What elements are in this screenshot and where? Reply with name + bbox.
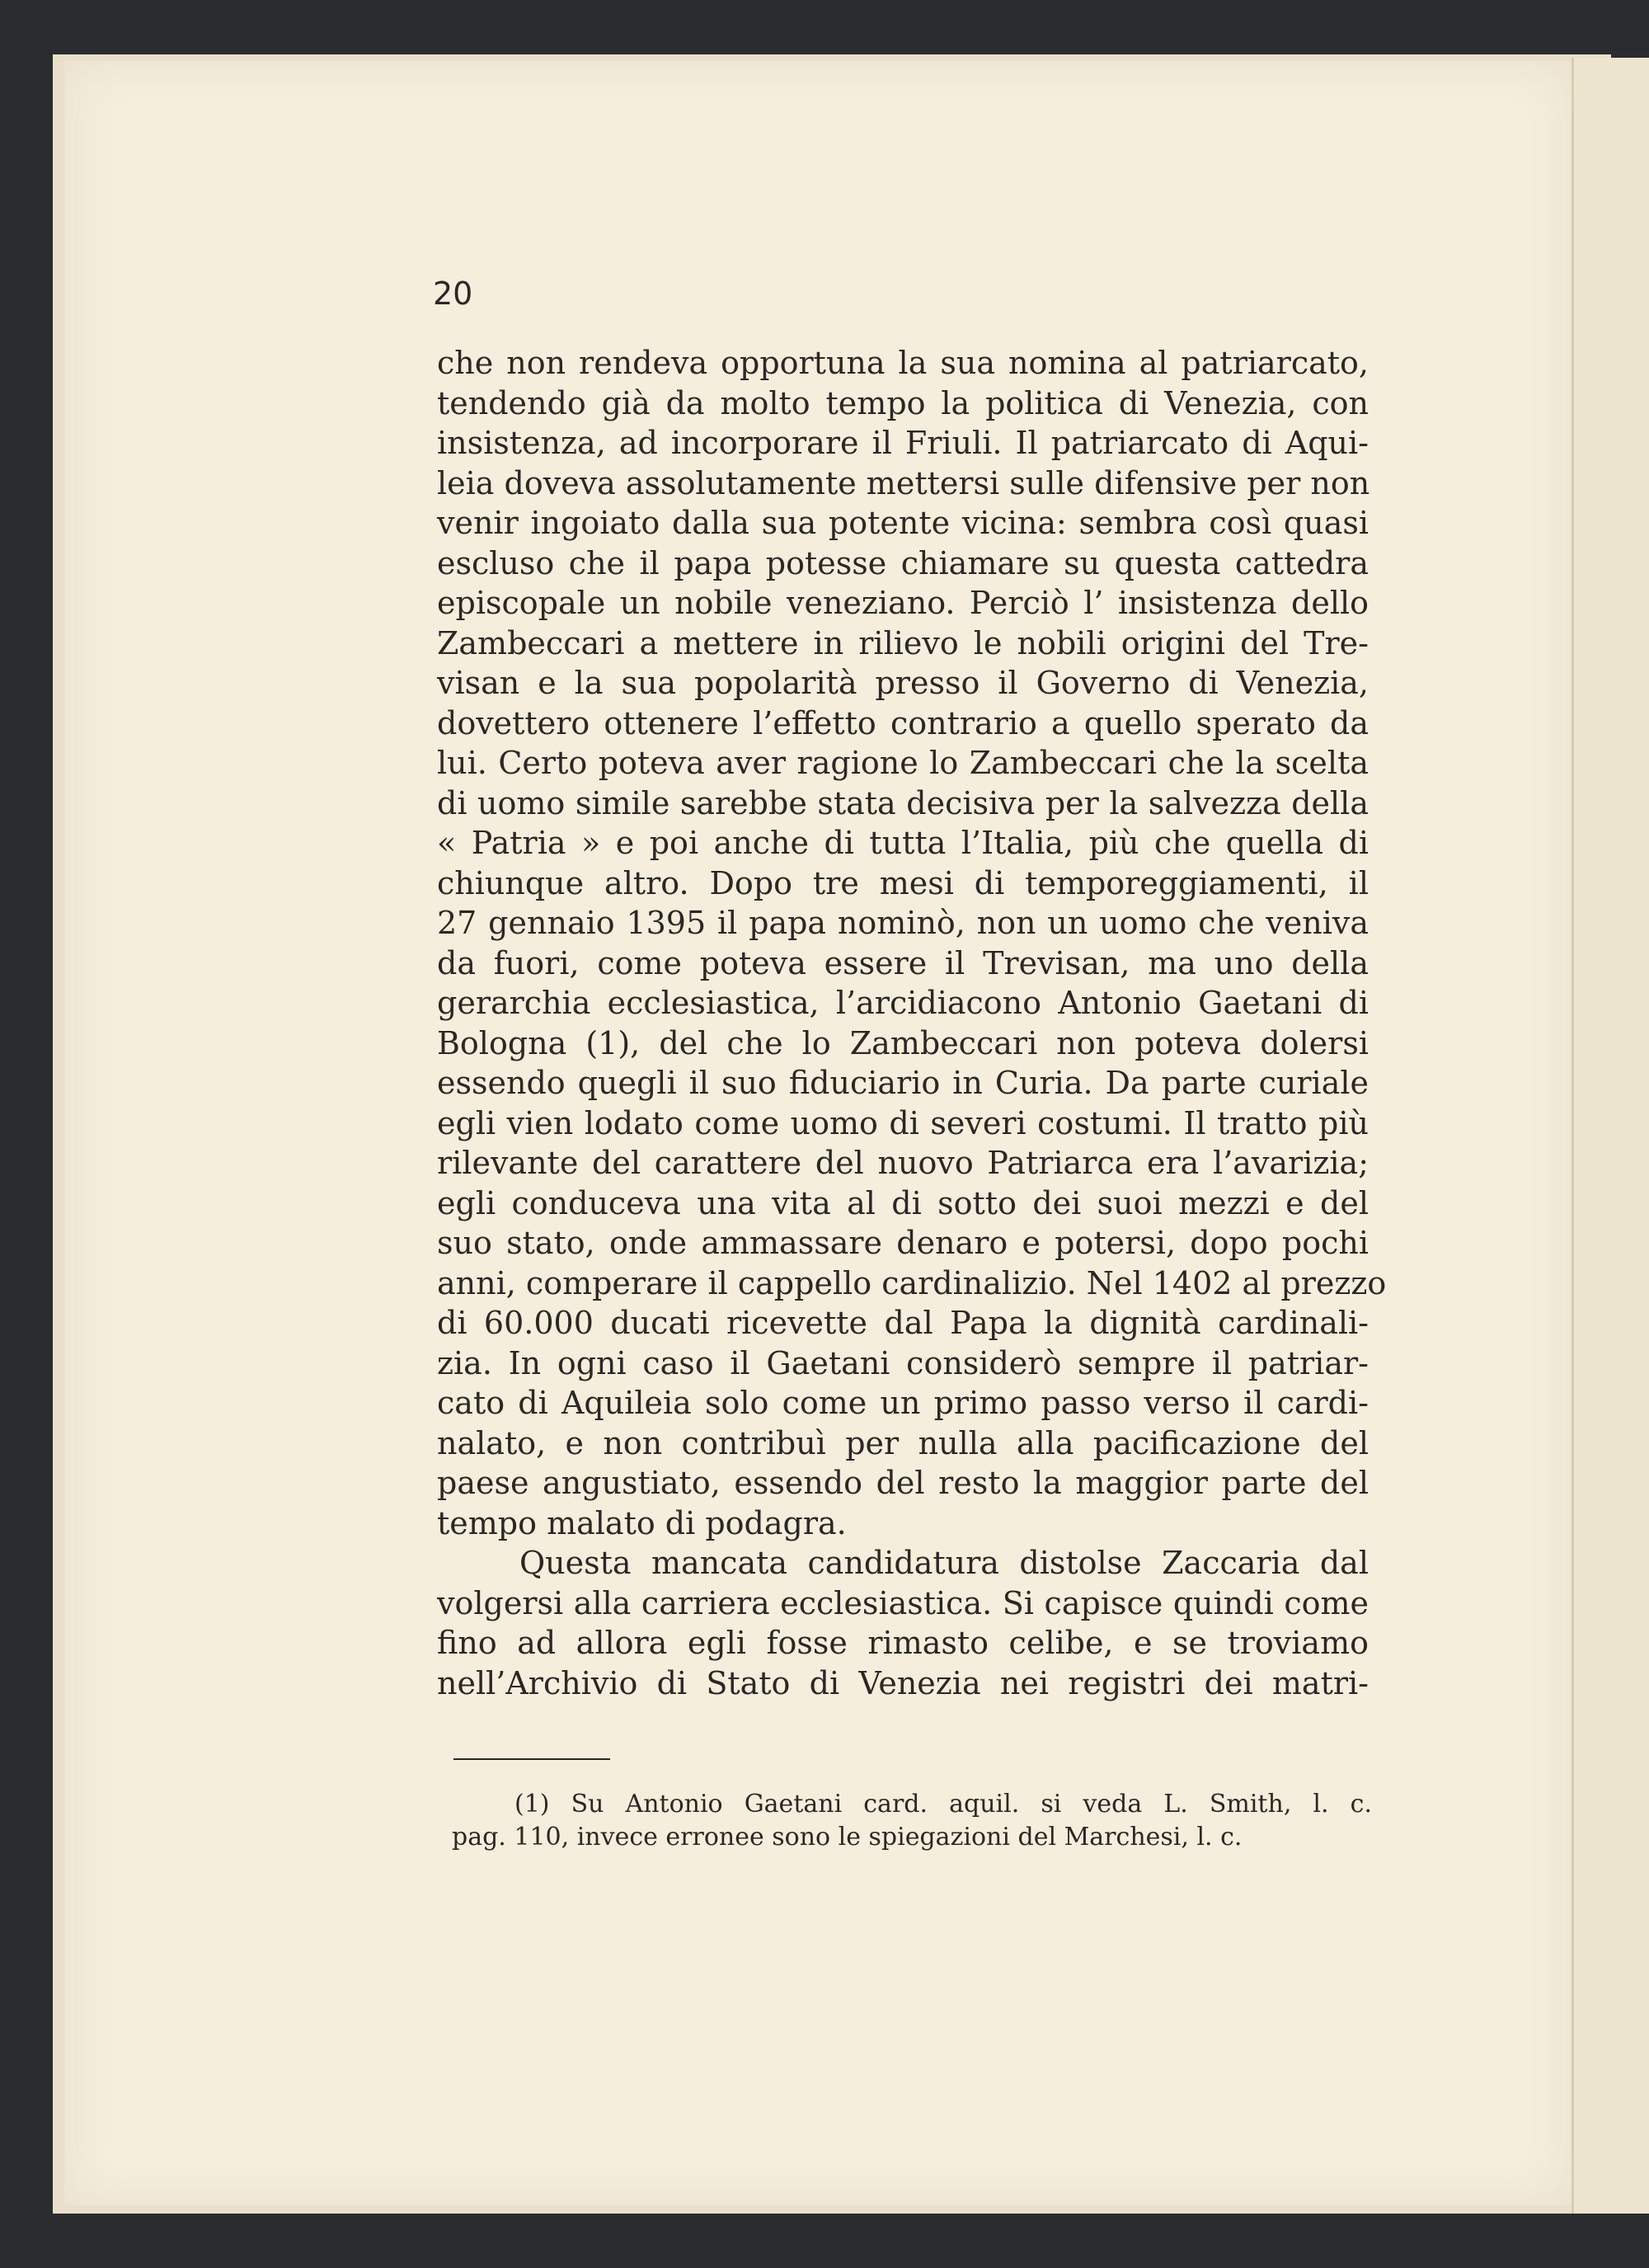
page-number: 20: [433, 275, 473, 312]
text-line: gerarchia ecclesiastica, l’arcidiacono Antonio Gaetani di: [437, 985, 1369, 1021]
footnote-line: (1) Su Antonio Gaetani card. aquil. si veda L. Smith, l. c.: [514, 1790, 1372, 1819]
text-line: chiunque altro. Dopo tre mesi di temporeggiamenti, il: [437, 864, 1369, 901]
text-line: nalato, e non contribuì per nulla alla pacificazione del: [437, 1424, 1369, 1461]
text-line: egli vien lodato come uomo di severi costumi. Il tratto più: [437, 1104, 1369, 1141]
footnote-rule: [453, 1758, 610, 1760]
text-line: paese angustiato, essendo del resto la maggior parte del: [437, 1465, 1369, 1501]
text-line: escluso che il papa potesse chiamare su questa cattedra: [437, 544, 1369, 581]
text-line: insistenza, ad incorporare il Friuli. Il patriarcato di Aqui-: [437, 425, 1369, 461]
next-page-edge: [1571, 58, 1649, 2214]
text-line: egli conduceva una vita al di sotto dei suoi mezzi e del: [437, 1184, 1369, 1221]
text-line: dovettero ottenere l’effetto contrario a quello sperato da: [437, 704, 1369, 741]
text-line: nell’Archivio di Stato di Venezia nei registri dei matri-: [437, 1664, 1369, 1701]
text-line: di uomo simile sarebbe stata decisiva per la salvezza della: [437, 784, 1369, 821]
text-line: lui. Certo poteva aver ragione lo Zambeccari che la scelta: [437, 745, 1369, 781]
text-line: suo stato, onde ammassare denaro e potersi, dopo pochi: [437, 1225, 1369, 1261]
text-line: da fuori, come poteva essere il Trevisan, ma uno della: [437, 944, 1369, 981]
text-line: essendo quegli il suo fiduciario in Curia. Da parte curiale: [437, 1065, 1369, 1101]
text-line: anni, comperare il cappello cardinalizio. Nel 1402 al prezzo: [437, 1264, 1387, 1301]
text-line: Bologna (1), del che lo Zambeccari non poteva dolersi: [437, 1024, 1369, 1061]
text-line: di 60.000 ducati ricevette dal Papa la dignità cardinali-: [437, 1305, 1369, 1341]
text-line: leia doveva assolutamente mettersi sulle difensive per non: [437, 464, 1370, 501]
text-line: Questa mancata candidatura distolse Zaccaria dal: [519, 1545, 1369, 1581]
text-line: visan e la sua popolarità presso il Governo di Venezia,: [437, 665, 1369, 701]
text-line: Zambeccari a mettere in rilievo le nobili origini del Tre-: [437, 624, 1369, 661]
text-line: volgersi alla carriera ecclesiastica. Si capisce quindi come: [437, 1584, 1369, 1621]
text-line: venir ingoiato dalla sua potente vicina: sembra così quasi: [437, 505, 1369, 541]
footnotes: [452, 1788, 1372, 1854]
text-line: « Patria » e poi anche di tutta l’Italia, più che quella di: [437, 825, 1369, 861]
text-line: rilevante del carattere del nuovo Patriarca era l’avarizia;: [437, 1145, 1369, 1181]
text-line: zia. In ogni caso il Gaetani considerò sempre il patriar-: [437, 1344, 1369, 1381]
text-line: episcopale un nobile veneziano. Perciò l’ insistenza dello: [437, 585, 1369, 621]
text-line: cato di Aquileia solo come un primo passo verso il cardi-: [437, 1385, 1369, 1421]
text-line: che non rendeva opportuna la sua nomina al patriarcato,: [437, 345, 1369, 381]
text-line: tempo malato di podagra.: [437, 1504, 847, 1541]
footnote-line: pag. 110, invece erronee sono le spiegazioni del Marchesi, l. c.: [452, 1823, 1243, 1852]
text-line: fino ad allora egli fosse rimasto celibe, e se troviamo: [437, 1625, 1369, 1661]
text-line: tendendo già da molto tempo la politica di Venezia, con: [437, 384, 1369, 421]
body-text: [437, 343, 1387, 1703]
text-line: 27 gennaio 1395 il papa nominò, non un uomo che veniva: [437, 905, 1369, 941]
